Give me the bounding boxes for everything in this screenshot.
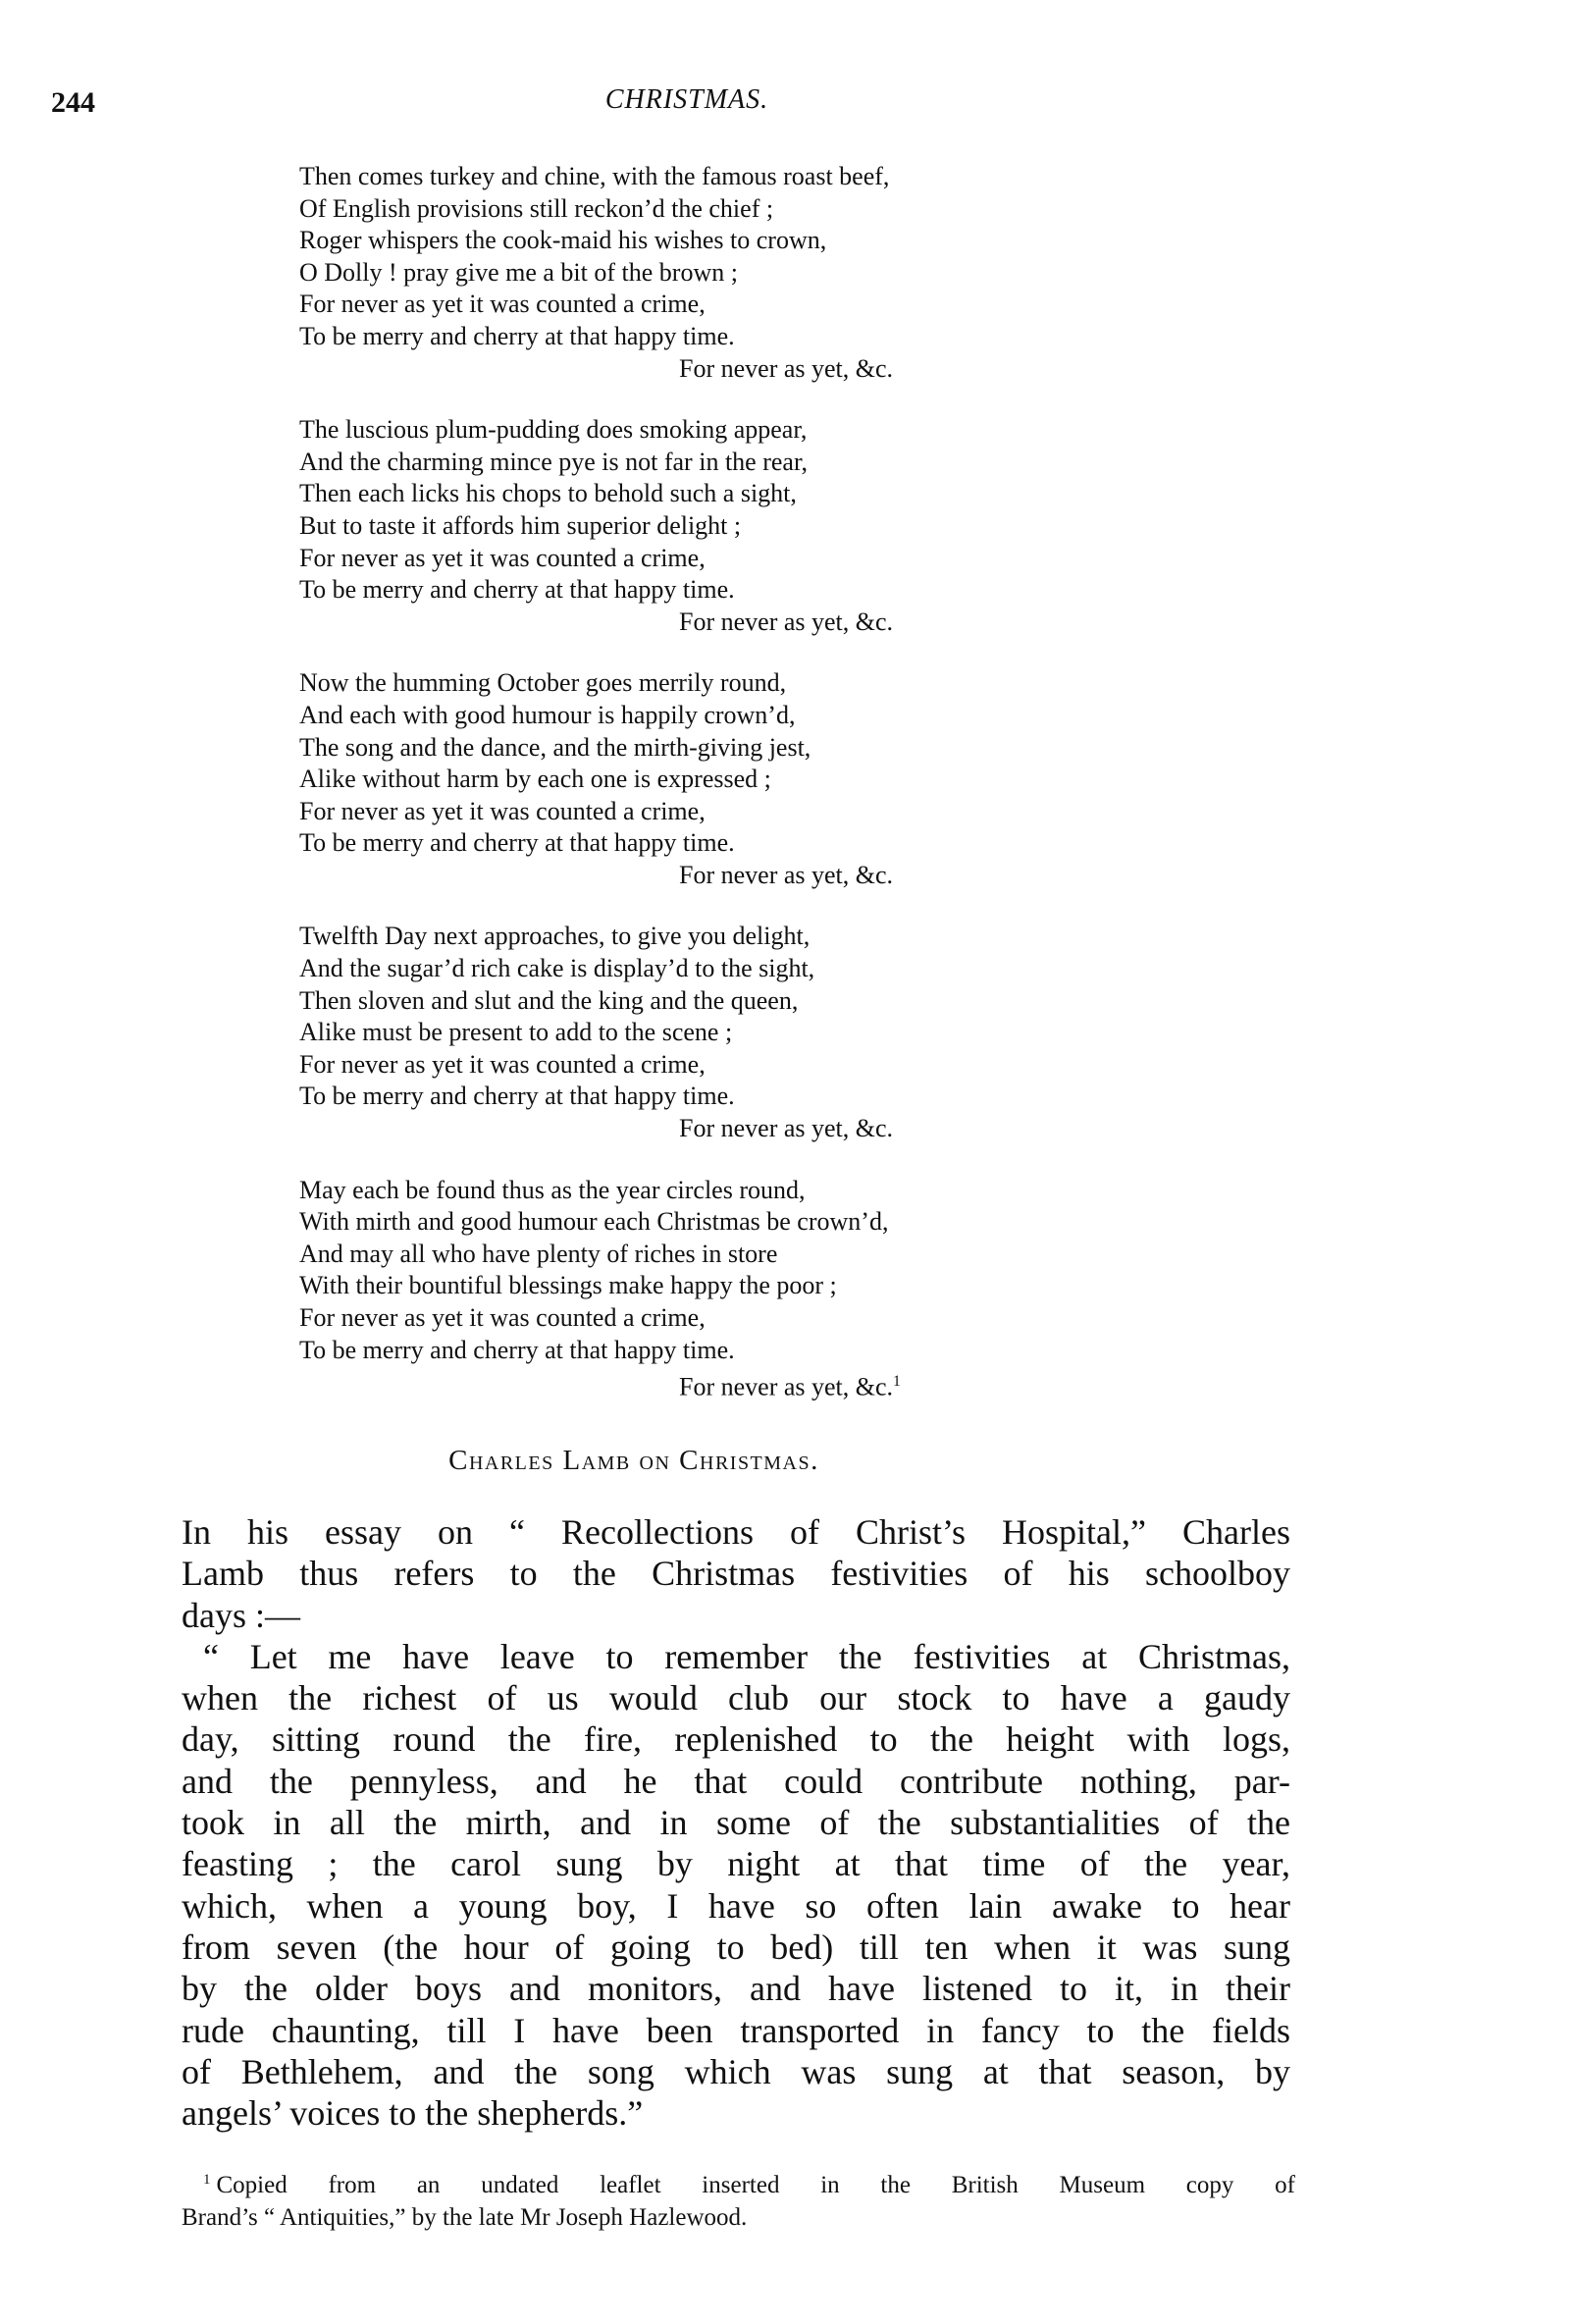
footnote-line	[182, 2164, 1295, 2201]
verse-line: With mirth and good humour each Christmas be crown’d,	[299, 1207, 889, 1237]
stanza	[299, 414, 1281, 638]
prose-line: which, when a young boy, I have so often lain awake to hear	[182, 1885, 1290, 1926]
footnote-line	[182, 2201, 1295, 2234]
prose-line: “ Let me have leave to remember the festivities at Christmas,	[203, 1636, 1290, 1676]
prose-line: In his essay on “ Recollections of Christ’s Hospital,” Charles	[182, 1512, 1290, 1552]
stanza	[299, 667, 1281, 891]
refrain-text: For never as yet, &c.	[679, 1114, 894, 1143]
verse-line: Then comes turkey and chine, with the famous roast beef,	[299, 162, 890, 190]
footnote-text: Brand’s “ Antiquities,” by the late Mr Joseph Hazlewood.	[182, 2204, 748, 2232]
verse-line: O Dolly ! pray give me a bit of the brown ;	[299, 257, 738, 287]
refrain-line	[299, 1366, 1281, 1403]
prose-line: days :—	[182, 1595, 300, 1635]
verse-line: With their bountiful blessings make happy the poor ;	[299, 1271, 837, 1300]
refrain-text: For never as yet, &c.	[679, 607, 894, 636]
verse-line: Now the humming October goes merrily round,	[299, 668, 787, 698]
prose-line: angels’ voices to the shepherds.”	[182, 2093, 644, 2134]
verse-line: Of English provisions still reckon’d the chief ;	[299, 193, 774, 223]
refrain-text: For never as yet, &c.	[679, 353, 894, 383]
verse-line: The song and the dance, and the mirth-giving jest,	[299, 732, 811, 762]
verse-line: And the sugar’d rich cake is display’d to the sight,	[299, 954, 815, 983]
stanza	[299, 1175, 1281, 1404]
prose-line: Lamb thus refers to the Christmas festivities of his schoolboy	[182, 1554, 1290, 1594]
verse-line: May each be found thus as the year circles round,	[299, 1175, 806, 1204]
section-heading: Charles Lamb on Christmas.	[448, 1445, 819, 1476]
verse-line: Then each licks his chops to behold such a sight,	[299, 479, 797, 508]
verse-line: To be merry and cherry at that happy time.	[299, 1335, 735, 1364]
prose-line: by the older boys and monitors, and have listened to it, in their	[182, 1969, 1290, 2009]
prose-line: rude chaunting, till I have been transported in fancy to the fields	[182, 2010, 1290, 2050]
prose-line: of Bethlehem, and the song which was sung at that season, by	[182, 2051, 1290, 2091]
prose-body	[182, 1511, 1290, 2134]
verse-line: To be merry and cherry at that happy time.	[299, 828, 735, 858]
verse-line: Then sloven and slut and the king and the queen,	[299, 985, 799, 1015]
refrain-line	[299, 1113, 1281, 1145]
verse-line: To be merry and cherry at that happy time.	[299, 575, 735, 605]
footnote	[182, 2164, 1295, 2234]
prose-line: took in all the mirth, and in some of the substantialities of the	[182, 1803, 1290, 1843]
page-number: 244	[51, 86, 95, 119]
verse-line: And each with good humour is happily crown’d,	[299, 700, 796, 729]
prose-line: day, sitting round the fire, replenished to the height with logs,	[182, 1719, 1290, 1760]
verse-line: Roger whispers the cook-maid his wishes to crown,	[299, 226, 827, 255]
stanza	[299, 921, 1281, 1144]
footnote-mark: 1	[203, 2172, 211, 2188]
verse-line: For never as yet it was counted a crime,	[299, 1049, 706, 1079]
song-verse	[299, 161, 1281, 1433]
verse-line: And the charming mince pye is not far in the rear,	[299, 447, 809, 476]
prose-line: when the richest of us would club our stock to have a gaudy	[182, 1678, 1290, 1718]
prose-line: feasting ; the carol sung by night at that time of the year,	[182, 1844, 1290, 1884]
prose-line: from seven (the hour of going to bed) till ten when it was sung	[182, 1927, 1290, 1967]
refrain-text: For never as yet, &c.	[679, 860, 894, 889]
refrain-text: For never as yet, &c.	[679, 1372, 894, 1401]
refrain-line	[299, 607, 1281, 639]
footnote-mark: 1	[893, 1373, 901, 1391]
verse-line: To be merry and cherry at that happy time.	[299, 1082, 735, 1111]
prose-line: and the pennyless, and he that could contribute nothing, par-	[182, 1761, 1290, 1801]
refrain-line	[299, 353, 1281, 386]
running-title: CHRISTMAS.	[604, 84, 769, 115]
verse-line: The luscious plum-pudding does smoking appear,	[299, 415, 808, 445]
verse-line: Alike without harm by each one is expressed ;	[299, 765, 771, 794]
verse-line: But to taste it affords him superior delight ;	[299, 510, 742, 540]
footnote-text: Copied from an undated leaflet inserted in the British Museum copy of	[216, 2172, 1295, 2199]
verse-line: For never as yet it was counted a crime,	[299, 543, 706, 572]
verse-line: For never as yet it was counted a crime,	[299, 1303, 706, 1332]
refrain-line	[299, 860, 1281, 892]
verse-line: To be merry and cherry at that happy time.	[299, 321, 735, 350]
stanza	[299, 161, 1281, 385]
verse-line: Twelfth Day next approaches, to give you delight,	[299, 922, 811, 951]
verse-line: And may all who have plenty of riches in store	[299, 1239, 778, 1268]
verse-line: For never as yet it was counted a crime,	[299, 290, 706, 319]
verse-line: For never as yet it was counted a crime,	[299, 796, 706, 825]
verse-line: Alike must be present to add to the scene ;	[299, 1018, 733, 1047]
